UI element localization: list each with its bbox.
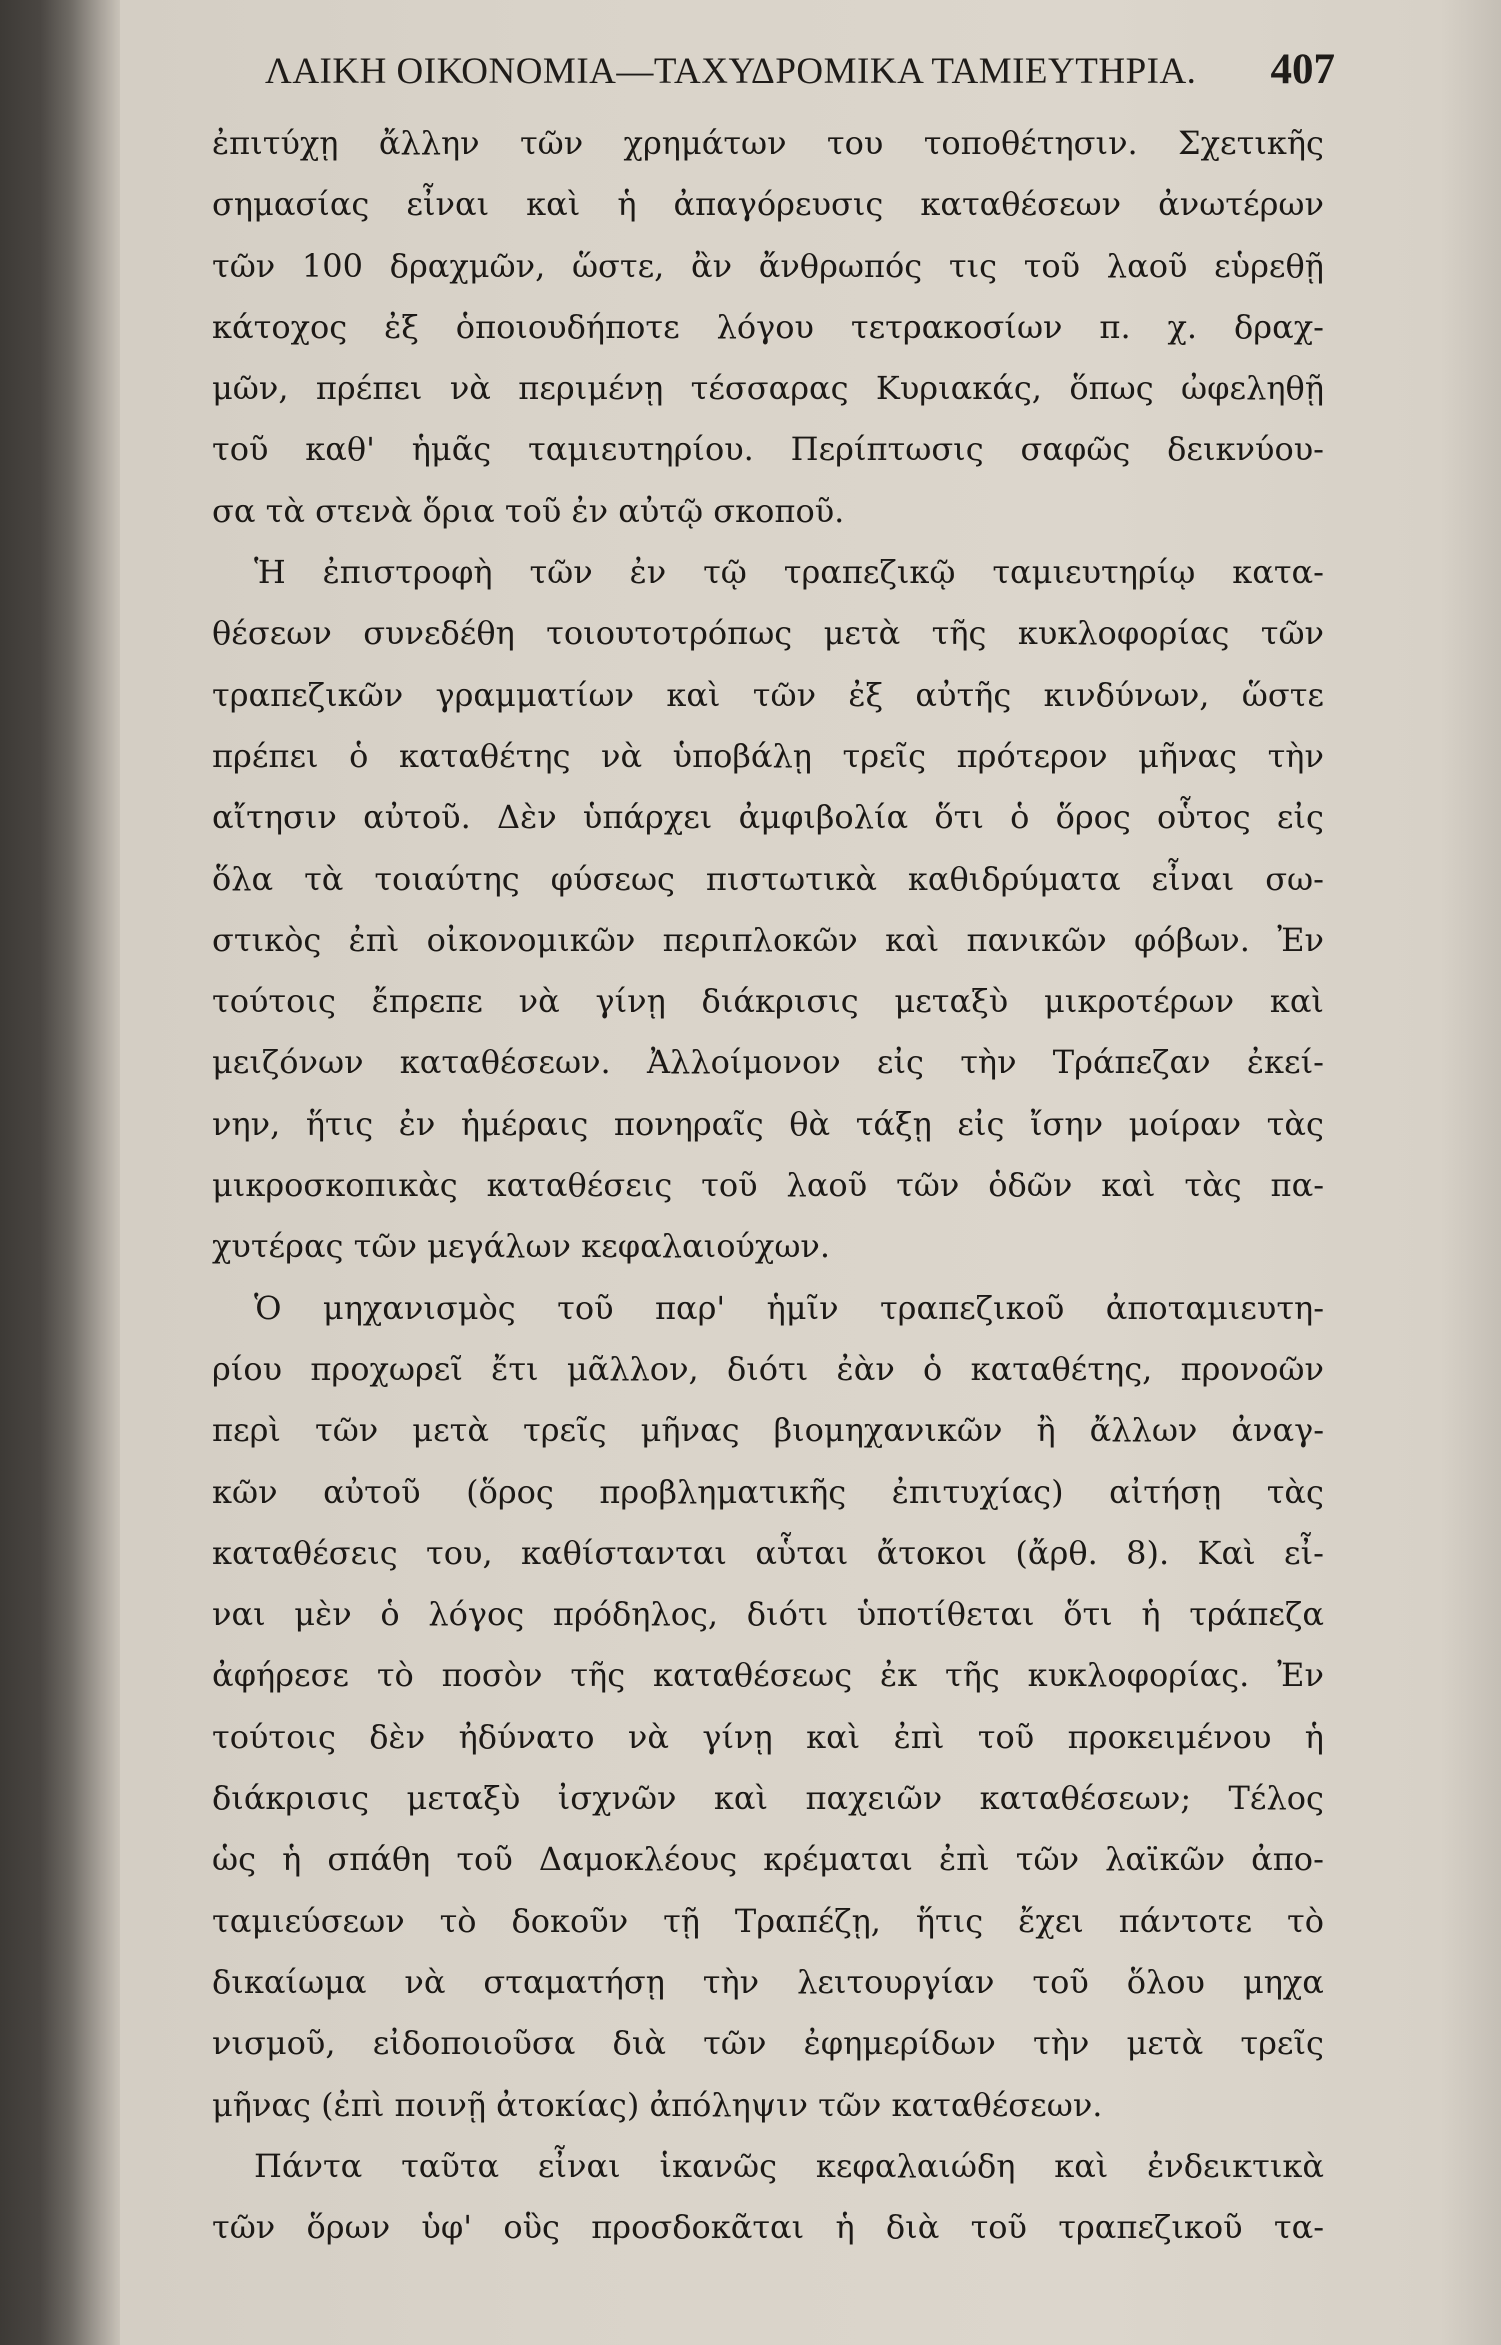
- text-line: τούτοις ἔπρεπε νὰ γίνῃ διάκρισις μεταξὺ μικροτέρων καὶ: [212, 982, 1324, 1021]
- text-line: τοῦ καθ' ἡμᾶς ταμιευτηρίου. Περίπτωσις σαφῶς δεικνύου-: [212, 430, 1324, 469]
- text-line: αἴτησιν αὐτοῦ. Δὲν ὑπάρχει ἀμφιβολία ὅτι ὁ ὅρος οὗτος εἰς: [212, 798, 1324, 837]
- book-binding-edge: [0, 0, 120, 2345]
- text-line: σα τὰ στενὰ ὅρια τοῦ ἐν αὐτῷ σκοποῦ.: [212, 491, 845, 530]
- text-line: ὅλα τὰ τοιαύτης φύσεως πιστωτικὰ καθιδρύματα εἶναι σω-: [212, 859, 1324, 898]
- text-line: τῶν ὅρων ὑφ' οὓς προσδοκᾶται ἡ διὰ τοῦ τραπεζικοῦ τα-: [212, 2208, 1324, 2247]
- text-line: χυτέρας τῶν μεγάλων κεφαλαιούχων.: [212, 1227, 831, 1266]
- text-line: πρέπει ὁ καταθέτης νὰ ὑποβάλῃ τρεῖς πρότερον μῆνας τὴν: [212, 736, 1324, 775]
- running-head: [265, 45, 1335, 105]
- text-line: μικροσκοπικὰς καταθέσεις τοῦ λαοῦ τῶν ὁδῶν καὶ τὰς πα-: [212, 1166, 1324, 1205]
- text-line: κῶν αὐτοῦ (ὅρος προβληματικῆς ἐπιτυχίας) αἰτήσῃ τὰς: [212, 1472, 1324, 1511]
- text-line: μῶν, πρέπει νὰ περιμένῃ τέσσαρας Κυριακάς, ὅπως ὠφεληθῇ: [212, 369, 1324, 408]
- page-number: 407: [1270, 46, 1335, 93]
- text-line: καταθέσεις του, καθίστανται αὗται ἄτοκοι (ἄρθ. 8). Καὶ εἶ-: [212, 1533, 1324, 1572]
- page-edge-shadow: [1441, 0, 1501, 2345]
- text-line: ρίου προχωρεῖ ἔτι μᾶλλον, διότι ἐὰν ὁ καταθέτης, προνοῶν: [212, 1349, 1324, 1388]
- text-line: τῶν 100 δραχμῶν, ὥστε, ἂν ἄνθρωπός τις τοῦ λαοῦ εὑρεθῇ: [212, 246, 1324, 285]
- text-line: Ἡ ἐπιστροφὴ τῶν ἐν τῷ τραπεζικῷ ταμιευτηρίῳ κατα-: [254, 553, 1324, 592]
- text-line: νην, ἥτις ἐν ἡμέραις πονηραῖς θὰ τάξῃ εἰς ἴσην μοίραν τὰς: [212, 1104, 1324, 1143]
- text-line: τούτοις δὲν ἠδύνατο νὰ γίνῃ καὶ ἐπὶ τοῦ προκειμένου ἡ: [212, 1717, 1324, 1756]
- text-line: ὡς ἡ σπάθη τοῦ Δαμοκλέους κρέμαται ἐπὶ τῶν λαϊκῶν ἀπο-: [212, 1840, 1324, 1879]
- text-line: δικαίωμα νὰ σταματήσῃ τὴν λειτουργίαν τοῦ ὅλου μηχα: [212, 1962, 1324, 2001]
- body-text: [212, 113, 1324, 2258]
- text-line: περὶ τῶν μετὰ τρεῖς μῆνας βιομηχανικῶν ἢ ἄλλων ἀναγ-: [212, 1411, 1324, 1450]
- text-line: κάτοχος ἐξ ὁποιουδήποτε λόγου τετρακοσίων π. χ. δραχ-: [212, 307, 1324, 346]
- text-line: ἀφήρεσε τὸ ποσὸν τῆς καταθέσεως ἐκ τῆς κυκλοφορίας. Ἐν: [212, 1656, 1324, 1695]
- text-line: ἐπιτύχῃ ἄλλην τῶν χρημάτων του τοποθέτησιν. Σχετικῆς: [212, 124, 1324, 162]
- text-line: τραπεζικῶν γραμματίων καὶ τῶν ἐξ αὐτῆς κινδύνων, ὥστε: [212, 675, 1324, 714]
- text-line: ταμιεύσεων τὸ δοκοῦν τῇ Τραπέζῃ, ἥτις ἔχει πάντοτε τὸ: [212, 1901, 1324, 1940]
- running-head-title: ΛΑΙΚΗ ΟΙΚΟΝΟΜΙΑ—ΤΑΧΥΔΡΟΜΙΚΑ ΤΑΜΙΕΥΤΗΡΙΑ.: [265, 51, 1197, 92]
- text-line: διάκρισις μεταξὺ ἰσχνῶν καὶ παχειῶν καταθέσεων; Τέλος: [212, 1779, 1324, 1818]
- text-line: μειζόνων καταθέσεων. Ἀλλοίμονον εἰς τὴν Τράπεζαν ἐκεί-: [212, 1043, 1324, 1082]
- text-line: ναι μὲν ὁ λόγος πρόδηλος, διότι ὑποτίθεται ὅτι ἡ τράπεζα: [212, 1595, 1324, 1634]
- text-line: νισμοῦ, εἰδοποιοῦσα διὰ τῶν ἐφημερίδων τὴν μετὰ τρεῖς: [212, 2024, 1324, 2063]
- text-line: στικὸς ἐπὶ οἰκονομικῶν περιπλοκῶν καὶ πανικῶν φόβων. Ἐν: [212, 920, 1324, 959]
- text-line: θέσεων συνεδέθη τοιουτοτρόπως μετὰ τῆς κυκλοφορίας τῶν: [212, 614, 1324, 653]
- text-line: σημασίας εἶναι καὶ ἡ ἀπαγόρευσις καταθέσεων ἀνωτέρων: [212, 185, 1324, 224]
- text-line: μῆνας (ἐπὶ ποινῇ ἀτοκίας) ἀπόληψιν τῶν καταθέσεων.: [212, 2085, 1103, 2124]
- text-line: Πάντα ταῦτα εἶναι ἱκανῶς κεφαλαιώδη καὶ ἐνδεικτικὰ: [254, 2146, 1324, 2185]
- text-line: Ὁ μηχανισμὸς τοῦ παρ' ἡμῖν τραπεζικοῦ ἀποταμιευτη-: [254, 1288, 1324, 1327]
